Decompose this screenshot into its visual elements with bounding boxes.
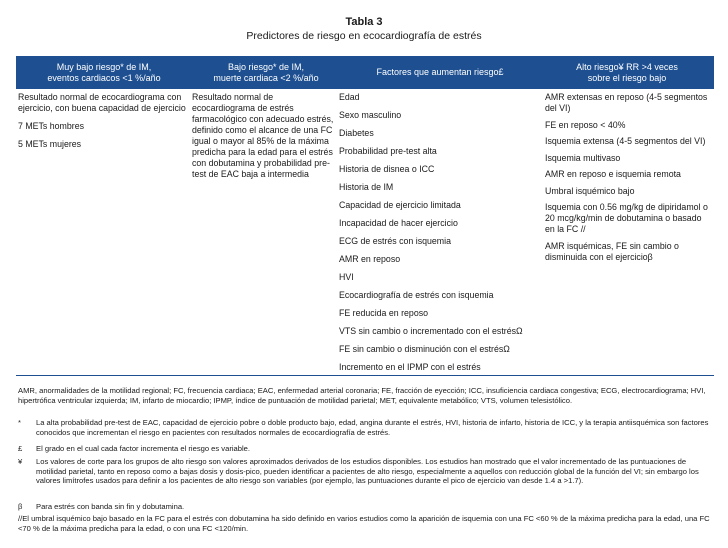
footnote-text: Para estrés con banda sin fin y dobutamina. [36, 502, 185, 511]
footnote-text: //El umbral isquémico bajo basado en la FC para el estrés con dobutamina ha sido definido en varios estudios como la aparición de isquemia con una FC <60 % de la máxima predicha para la edad, una FC <70 % de la máxima predicha para la edad, o con una FC <120/min. [18, 514, 710, 533]
footnote-mark: β [18, 502, 23, 511]
footnote-abbreviations [18, 386, 710, 405]
cell: AMR extensas en reposo (4-5 segmentos del VI) [545, 92, 708, 113]
column-very-low-risk [18, 92, 186, 157]
list-item: Incapacidad de hacer ejercicio [339, 218, 458, 228]
column-low-risk [192, 92, 334, 180]
list-item: Incremento en el IPMP con el estrés [339, 362, 481, 372]
table-title: Tabla 3 [345, 16, 383, 28]
cell: Isquemia extensa (4-5 segmentos del VI) [545, 136, 706, 146]
list-item: Capacidad de ejercicio limitada [339, 200, 461, 210]
header-very-low-risk [16, 56, 192, 89]
cell: Isquemia con 0.56 mg/kg de dipiridamol o 20 mcg/kg/min de dobutamina o basado en la FC // [545, 202, 708, 234]
footnote-text: El grado en el cual cada factor incrementa el riesgo es variable. [36, 444, 251, 453]
list-item: Historia de disnea o ICC [339, 164, 435, 174]
table-bottom-rule [16, 375, 714, 376]
header-line: Factores que aumentan riesgo£ [376, 67, 504, 77]
list-item: Edad [339, 92, 360, 102]
list-item: Historia de IM [339, 182, 394, 192]
column-high-risk [545, 92, 711, 268]
header-line: Muy bajo riesgo* de IM, [56, 61, 152, 72]
header-low-risk [192, 56, 340, 89]
cell: FE en reposo < 40% [545, 119, 626, 130]
list-item: Ecocardiografía de estrés con isquemia [339, 290, 494, 300]
header-line: muerte cardiaca <2 %/año [213, 72, 319, 83]
header-line: sobre el riesgo bajo [587, 72, 667, 83]
footnote-mark: * [18, 418, 21, 427]
list-item: Probabilidad pre-test alta [339, 146, 437, 156]
cell: Resultado normal de ecocardiograma de estrés farmacológico con adecuado estrés, definido como el alcance de una FC igual o mayor al 85% de la máxima predicha para la edad para el estrés con dobutamina y probabilidad pre-test de EAC baja a intermedia [192, 92, 334, 179]
cell: Umbral isquémico bajo [545, 185, 635, 196]
table-header [16, 56, 714, 89]
table-subtitle: Predictores de riesgo en ecocardiografía de estrés [246, 30, 482, 42]
cell: Isquemia multivaso [545, 152, 621, 163]
list-item: HVI [339, 272, 354, 282]
list-item: VTS sin cambio o incrementado con el estrésΩ [339, 326, 523, 336]
footnote-text: La alta probabilidad pre-test de EAC, capacidad de ejercicio pobre o doble producto bajo, edad, angina durante el estrés, HVI, historia de infarto, historia de ICC, y la terapia antiisquémica son factores conocidos que incrementan el riesgo en pacientes con resultados normales de ecocardiografía de estrés. [36, 418, 709, 437]
list-item: ECG de estrés con isquemia [339, 236, 451, 246]
header-line: Bajo riesgo* de IM, [227, 61, 305, 72]
list-item: FE reducida en reposo [339, 308, 428, 318]
list-item: Diabetes [339, 128, 374, 138]
cell: AMR isquémicas, FE sin cambio o disminuida con el ejercicioβ [545, 240, 679, 262]
list-item: Sexo masculino [339, 110, 402, 120]
header-line: eventos cardiacos <1 %/año [47, 72, 161, 83]
footnote-text: AMR, anormalidades de la motilidad regional; FC, frecuencia cardiaca; EAC, enfermedad arterial coronaria; FE, fracción de eyección; ICC, insuficiencia cardiaca congestiva; ECG, electrocardiograma; HVI, hipertrófica ventricular izquierda; IM, infarto de miocardio; IPMP, índice de puntuación de motilidad parietal; MET, equivalente metabólico; VTS, volumen telesistólico. [18, 386, 706, 405]
list-item: AMR en reposo [339, 254, 401, 264]
footnote-mark: £ [18, 444, 23, 453]
header-high-risk [540, 56, 714, 89]
cell: Resultado normal de ecocardiograma con ejercicio, con buena capacidad de ejercicio [18, 92, 186, 113]
cell: 7 METs hombres [18, 121, 84, 131]
header-line: Alto riesgo¥ RR >4 veces [576, 61, 678, 72]
cell: AMR en reposo e isquemia remota [545, 169, 681, 179]
list-item: FE sin cambio o disminución con el estrésΩ [339, 344, 510, 354]
header-risk-factors [340, 56, 540, 89]
footnote-text: Los valores de corte para los grupos de alto riesgo son valores aproximados derivados de los estudios disponibles. Los estudios han mostrado que el valor incrementado de las puntuaciones de motilidad parietal, tanto en reposo como a bajas dosis y dosis-pico, pueden identificar a pacientes de alto riesgo, especialmente a aquellos con reducción global de la función del VI; sin embargo los valores limítrofes usados para definir a los pacientes de alto riesgo son variables (por ejemplo, las puntuaciones durante el pico de ejercicio van desde 1.4 a >1.7). [36, 457, 699, 486]
cell: 5 METs mujeres [18, 139, 82, 149]
footnote-threshold [18, 514, 710, 533]
column-risk-factors [339, 92, 539, 380]
footnote-mark: ¥ [18, 457, 23, 466]
